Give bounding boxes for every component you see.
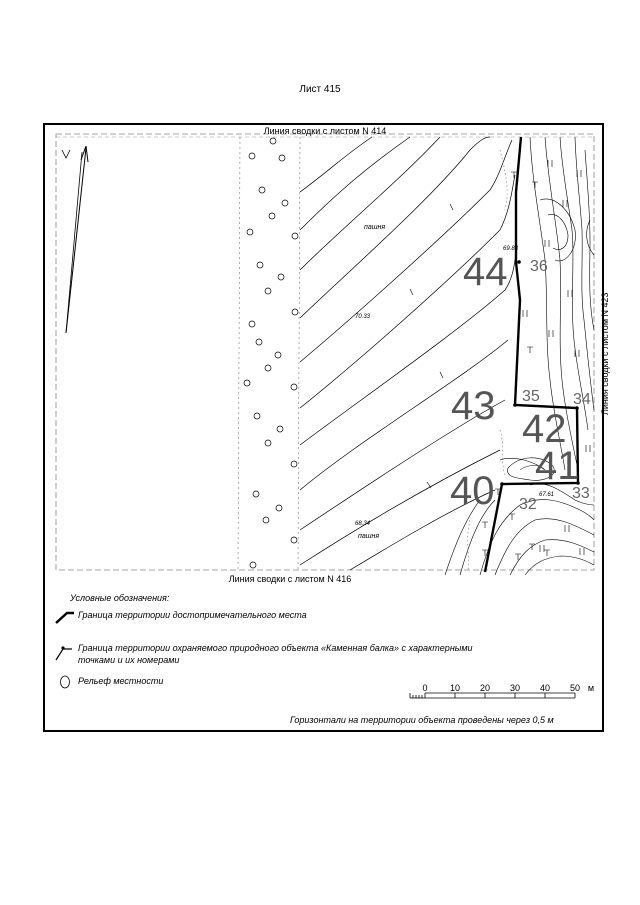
landmark-boundary-icon [56, 613, 74, 623]
relief-icon [61, 676, 70, 688]
point-label-33: 33 [572, 485, 590, 502]
point-label-36: 36 [530, 258, 548, 275]
scale-tick-label: 40 [539, 683, 551, 693]
point-label-34: 34 [573, 391, 591, 408]
elevation-label: 69.83 [503, 246, 519, 252]
point-label-44: 44 [463, 250, 508, 294]
scale-bar [410, 693, 575, 698]
legend-title: Условные обозначения: [70, 593, 170, 603]
edge-label-top: Линия сводки с листом N 414 [263, 126, 387, 136]
land-label-top: пашня [364, 224, 386, 231]
legend-item-landmark: Граница территории достопримечательного места [78, 610, 307, 620]
scale-tick-label: 10 [449, 683, 461, 693]
protected-boundary-icon [56, 649, 72, 660]
relief-circles [244, 138, 298, 568]
point-label-43: 43 [451, 384, 496, 428]
sheet-title: Лист 415 [299, 84, 341, 95]
point-label-41: 41 [535, 444, 580, 488]
elevation-label: 67.61 [539, 492, 555, 498]
point-label-42: 42 [522, 407, 567, 451]
strip-line-left [238, 137, 240, 570]
land-label-bottom: пашня [358, 533, 380, 540]
elevation-label: 70.33 [355, 314, 371, 320]
scale-unit: м [587, 683, 595, 693]
north-arrow-icon [62, 146, 88, 333]
inner-frame [56, 134, 594, 570]
scale-tick-label: 30 [509, 683, 521, 693]
slope-ticks [410, 204, 453, 488]
scale-tick-label: 0 [422, 683, 428, 693]
edge-label-right: Линия сводки с листом N 423 [600, 292, 610, 415]
scale-tick-label: 20 [479, 683, 491, 693]
edge-label-bottom: Линия сводки с листом N 416 [228, 574, 352, 584]
point-label-40: 40 [450, 469, 495, 513]
legend-item-protected-line2: точками и их номерами [78, 655, 180, 665]
point-label-32: 32 [519, 496, 537, 513]
point-label-35: 35 [522, 388, 540, 405]
strip-line-right [298, 137, 300, 570]
elevation-label: 68.34 [355, 521, 371, 527]
contour-interval-note: Горизонтали на территории объекта проведены через 0,5 м [290, 715, 554, 725]
scale-tick-label: 50 [569, 683, 581, 693]
legend-item-protected-line1: Граница территории охраняемого природного объекта «Каменная балка» с характерными [78, 643, 473, 653]
legend-item-relief: Рельеф местности [78, 676, 164, 686]
